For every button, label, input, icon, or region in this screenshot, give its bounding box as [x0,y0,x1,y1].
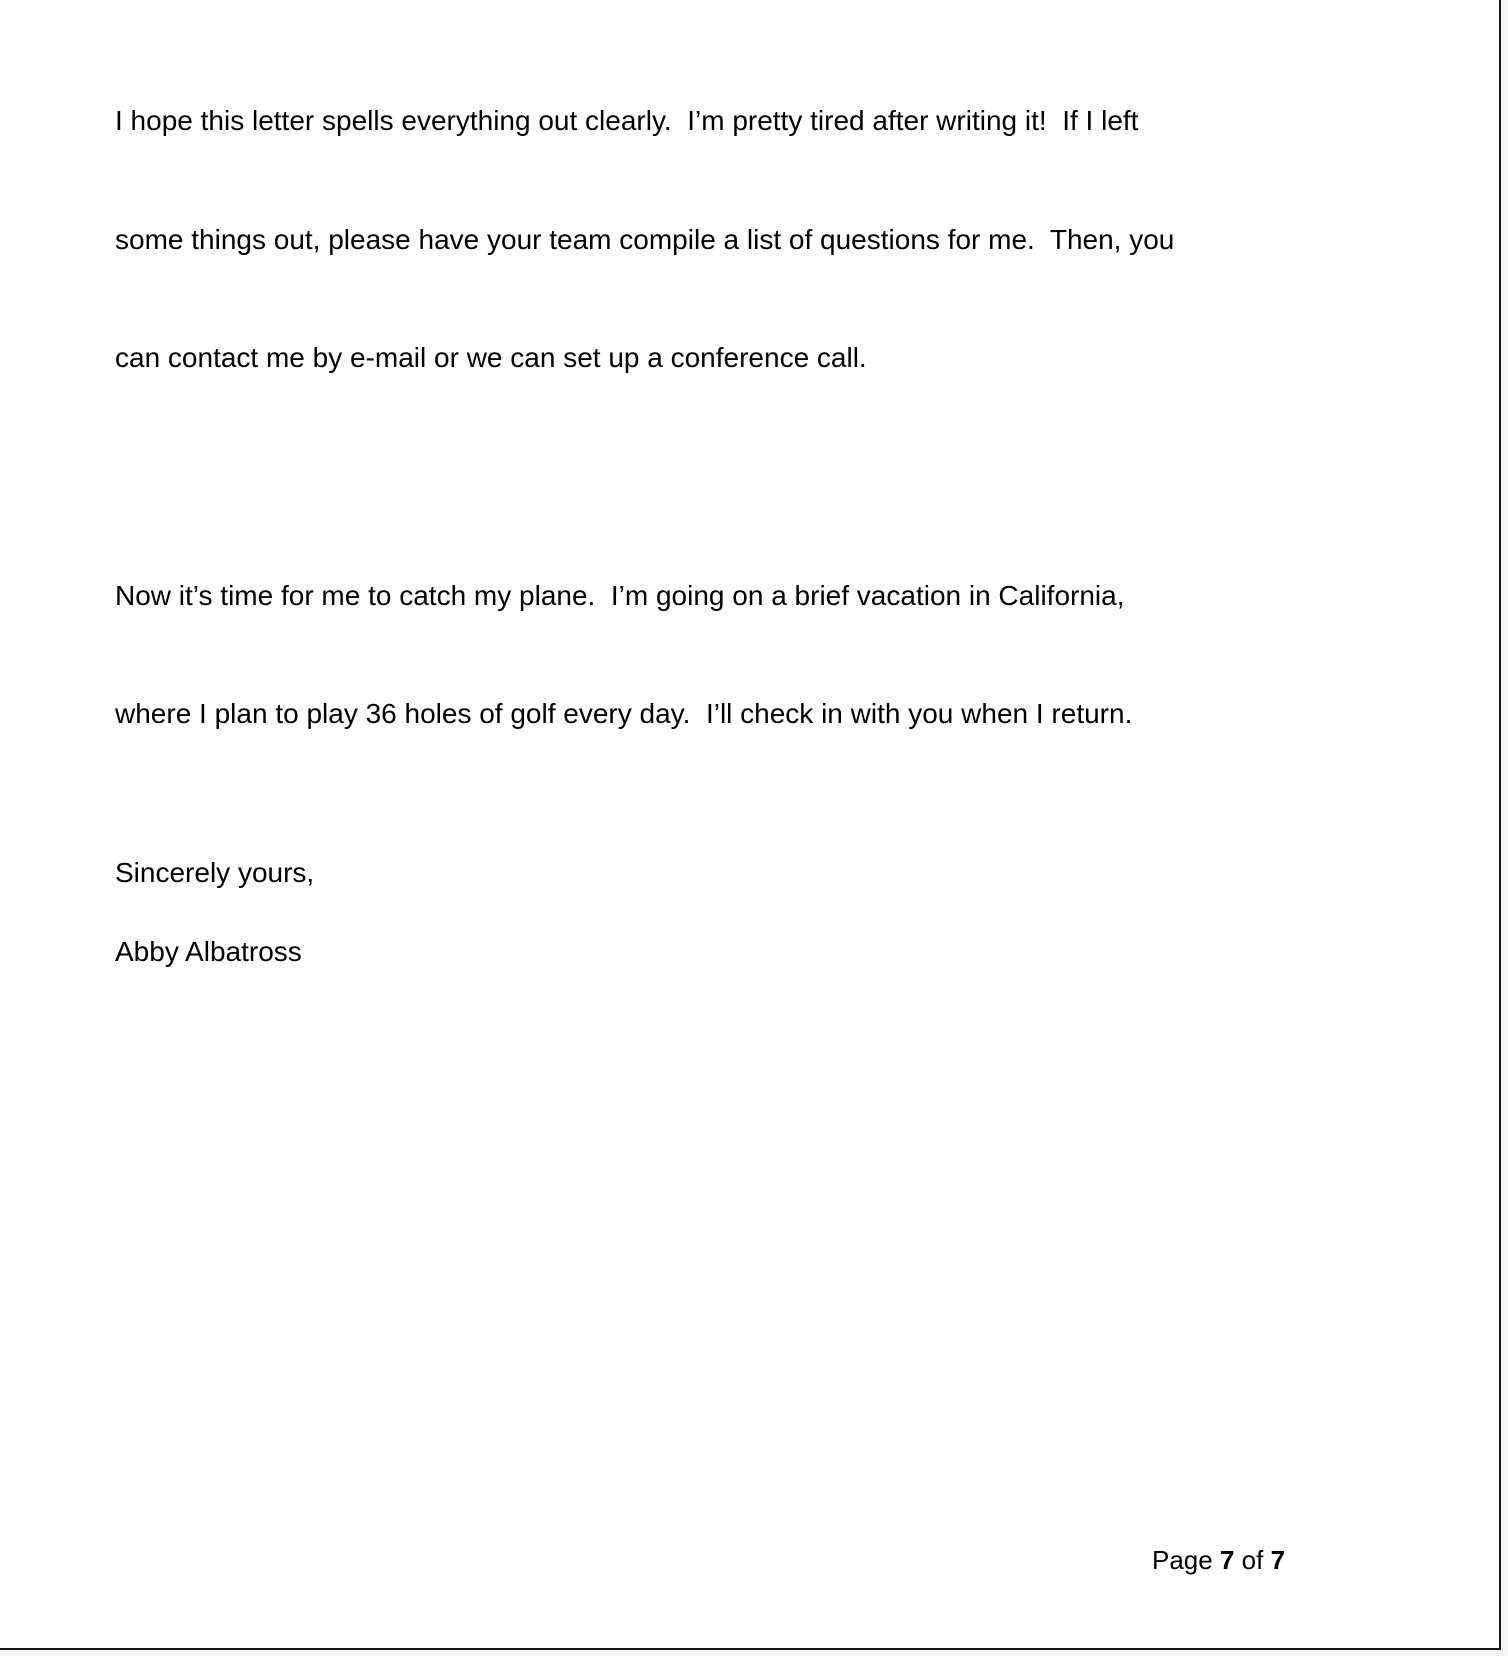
total-pages-number: 7 [1270,1545,1286,1575]
paragraph-line: some things out, please have your team compile a list of questions for me. Then, you [115,223,1175,255]
paragraph-line: can contact me by e-mail or we can set up a conference call. [115,342,867,373]
letter-closing: Sincerely yours, [115,856,315,888]
paragraph-line: Now it’s time for me to catch my plane. I’m going on a brief vacation in California, [115,579,1125,611]
paragraph-closing-remarks [115,22,1275,457]
current-page-number: 7 [1219,1545,1235,1575]
letter-body [115,22,1275,972]
page-label: Page [1152,1545,1213,1575]
of-label: of [1241,1545,1264,1575]
paragraph-line: where I plan to play 36 holes of golf every day. I’ll check in with you when I return. [115,698,1133,729]
page-number-footer [1152,1545,1285,1576]
paragraph-line: I hope this letter spells everything out clearly. I’m pretty tired after writing it! If I left [115,105,1139,136]
paragraph-vacation [115,497,1275,813]
letter-signature: Abby Albatross [115,936,302,967]
